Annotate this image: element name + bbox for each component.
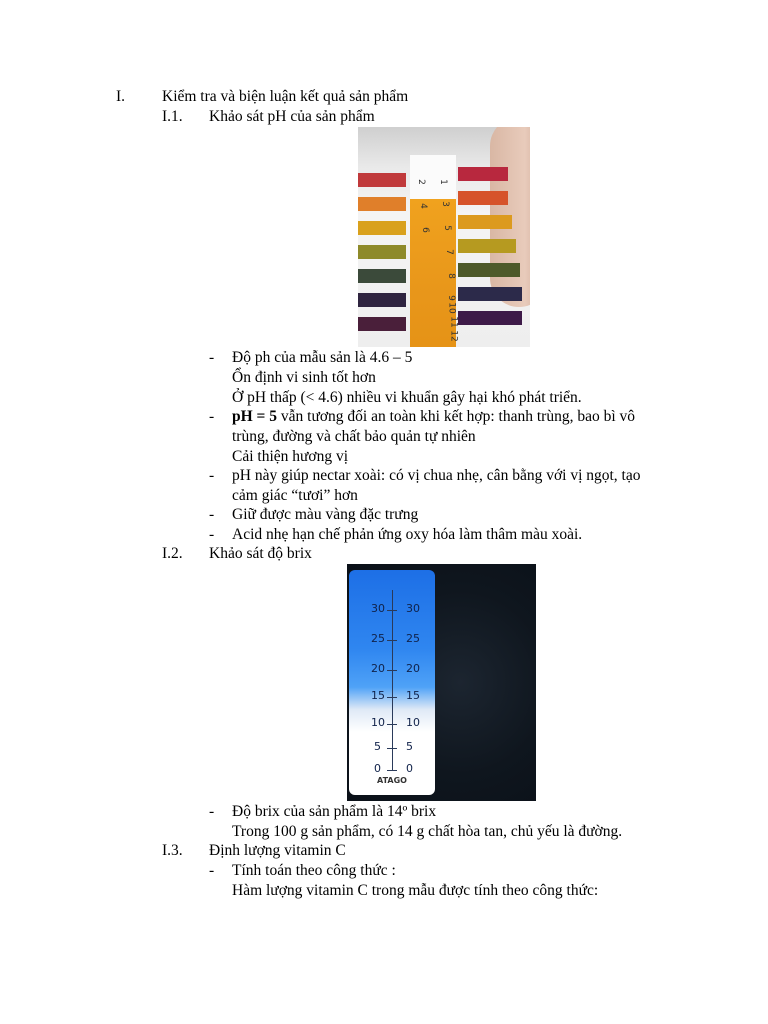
ph-digit: 10 — [446, 302, 457, 314]
strip-reference-card — [410, 155, 456, 199]
ph-band-right — [458, 239, 516, 253]
ph-bullet-3-line-1: pH này giúp nectar xoài: có vị chua nhẹ, cân bằng với vị ngọt, tạo — [232, 467, 641, 484]
ph-band-left — [358, 197, 406, 211]
atago-brand-logo: ATAGO — [377, 776, 407, 785]
scale-label-right: 30 — [406, 602, 420, 615]
vitc-bullet-line-1: Tính toán theo công thức : — [232, 862, 396, 879]
ph-band-right — [458, 167, 508, 181]
ph-bullet-1-line-1: Độ ph của mẫu sản là 4.6 – 5 — [232, 349, 413, 366]
section-number: I. — [116, 88, 126, 105]
scale-label-right: 25 — [406, 632, 420, 645]
ph-band-right — [458, 191, 508, 205]
ph-bullet-2-line-3: Cải thiện hương vị — [232, 448, 349, 465]
ph-bullet-5-line-1: Acid nhẹ hạn chế phản ứng oxy hóa làm thâm màu xoài. — [232, 526, 583, 543]
ph-bullet-1-line-2: Ổn định vi sinh tốt hơn — [232, 369, 376, 386]
ph-band-left — [358, 245, 406, 259]
ph-bullet-2-bold: pH = 5 — [232, 408, 278, 425]
scale-tick — [387, 640, 397, 641]
scale-tick — [387, 770, 397, 771]
subsection-3-number: I.3. — [162, 842, 183, 859]
ph-band-right — [458, 215, 512, 229]
ph-bullet-1-line-3: Ở pH thấp (< 4.6) nhiều vi khuẩn gây hại khó phát triển. — [232, 389, 582, 406]
ph-band-right — [458, 263, 520, 277]
ph-bullet-4-line-1: Giữ được màu vàng đặc trưng — [232, 506, 419, 523]
subsection-1-title: Khảo sát pH của sản phẩm — [209, 108, 375, 125]
ph-strip-photo — [358, 127, 530, 347]
scale-label-right: 10 — [406, 716, 420, 729]
bullet-dash: - — [209, 506, 215, 523]
bullet-dash: - — [209, 349, 215, 366]
ph-band-right — [458, 311, 522, 325]
scale-axis — [392, 590, 393, 770]
ph-bullet-3-line-2: cảm giác “tươi” hơn — [232, 487, 358, 504]
scale-label-right: 15 — [406, 689, 420, 702]
brix-bullet-line-2: Trong 100 g sản phẩm, có 14 g chất hòa tan, chủ yếu là đường. — [232, 823, 623, 840]
subsection-3-title: Định lượng vitamin C — [209, 842, 346, 859]
ph-bullet-2-rest: vẫn tương đối an toàn khi kết hợp: thanh trùng, bao bì vô — [277, 408, 636, 425]
ph-digit: 4 — [417, 203, 428, 209]
section-title: Kiểm tra và biện luận kết quả sản phẩm — [162, 88, 409, 105]
scale-label-left: 0 — [374, 762, 381, 775]
ph-band-left — [358, 317, 406, 331]
ph-digit: 6 — [419, 227, 430, 233]
scale-label-left: 20 — [371, 662, 385, 675]
subsection-2-number: I.2. — [162, 545, 183, 562]
scale-tick — [387, 697, 397, 698]
scale-tick — [387, 610, 397, 611]
ph-digit: 1 — [437, 179, 448, 185]
ph-band-left — [358, 269, 406, 283]
subsection-1-number: I.1. — [162, 108, 183, 125]
scale-label-right: 20 — [406, 662, 420, 675]
ph-digit: 7 — [443, 249, 454, 255]
vitc-bullet-line-2: Hàm lượng vitamin C trong mẫu được tính theo công thức: — [232, 882, 599, 899]
scale-tick — [387, 724, 397, 725]
ph-digit: 9 — [445, 295, 456, 301]
scale-label-left: 15 — [371, 689, 385, 702]
ph-band-right — [458, 287, 522, 301]
ph-band-left — [358, 221, 406, 235]
ph-digit: 12 — [448, 330, 459, 342]
ph-digit: 8 — [445, 273, 456, 279]
ph-digit: 2 — [415, 179, 426, 185]
subsection-2-title: Khảo sát độ brix — [209, 545, 312, 562]
ph-bullet-2-line-1 — [232, 408, 635, 426]
ph-band-left — [358, 293, 406, 307]
scale-label-left: 10 — [371, 716, 385, 729]
refractometer-photo — [347, 564, 536, 801]
bullet-dash: - — [209, 803, 215, 820]
scale-label-left: 25 — [371, 632, 385, 645]
scale-label-left: 5 — [374, 740, 381, 753]
scale-label-right: 5 — [406, 740, 413, 753]
ph-digit: 5 — [441, 225, 452, 231]
scale-tick — [387, 670, 397, 671]
ph-bullet-2-line-2: trùng, đường và chất bảo quản tự nhiên — [232, 428, 476, 445]
bullet-dash: - — [209, 526, 215, 543]
bullet-dash: - — [209, 467, 215, 484]
ph-digit: 3 — [439, 201, 450, 207]
brix-bullet-line-1: Độ brix của sản phẩm là 14º brix — [232, 803, 437, 820]
bullet-dash: - — [209, 408, 215, 425]
bullet-dash: - — [209, 862, 215, 879]
scale-label-left: 30 — [371, 602, 385, 615]
ph-digit: 11 — [448, 316, 459, 328]
ph-band-left — [358, 173, 406, 187]
scale-tick — [387, 748, 397, 749]
scale-label-right: 0 — [406, 762, 413, 775]
refractometer-scale — [349, 570, 435, 795]
